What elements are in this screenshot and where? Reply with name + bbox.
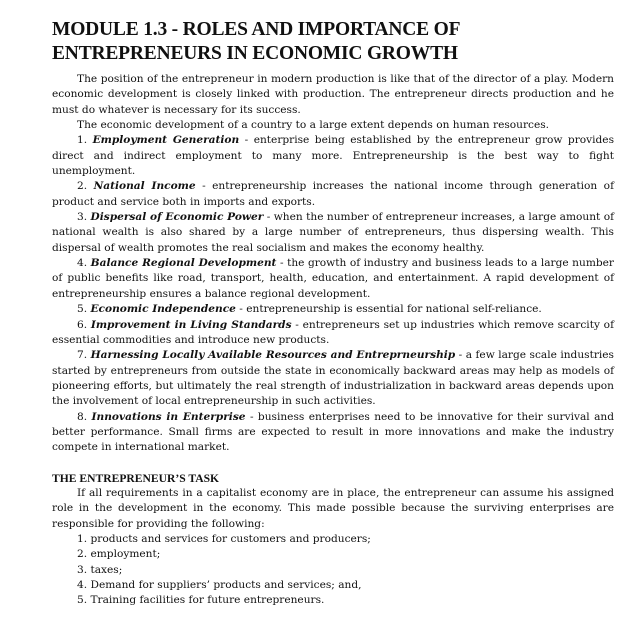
role-item — [52, 348, 614, 409]
role-item — [52, 133, 614, 179]
role-item — [52, 410, 614, 456]
role-item — [52, 256, 614, 302]
role-item — [52, 318, 614, 349]
role-item — [52, 302, 614, 317]
role-item — [52, 179, 614, 210]
task-paragraph: If all requirements in a capitalist economy are in place, the entrepreneur can assume his assigned role in the development in the economy. This made possible because the surviving enterprises are responsible for providing the following: — [52, 486, 614, 530]
role-number: 3. — [77, 211, 88, 224]
role-term: Economic Independence — [90, 303, 236, 316]
role-text: - entrepreneurship increases the national income through generation of product and service both in imports and exports. — [52, 180, 614, 208]
role-text: - when the number of entrepreneur increases, a large amount of national wealth is also shared by a large number of entrepreneurs, thus dispersing wealth. This dispersal of wealth promotes the real socialism and makes the economy healthy. — [52, 211, 615, 254]
role-term: Balance Regional Development — [90, 257, 277, 270]
page-title: MODULE 1.3 - ROLES AND IMPORTANCE OF ENTREPRENEURS IN ECONOMIC GROWTH — [52, 19, 460, 64]
role-text: - the growth of industry and business leads to a large number of public benefits like road, transport, health, education, and entertainment. A rapid development of entrepreneurship ensures a balance regional development. — [52, 257, 614, 300]
document-page — [52, 18, 614, 609]
section-heading: THE ENTREPRENEUR’S TASK — [52, 471, 220, 485]
task-list-item: 5. Training facilities for future entrepreneurs. — [77, 594, 325, 607]
role-term: Harnessing Locally Available Resources and Entreprneurship — [90, 349, 456, 362]
role-number: 1. — [77, 134, 88, 147]
role-number: 5. — [77, 303, 88, 316]
role-term: Employment Generation — [92, 134, 240, 147]
role-number: 4. — [77, 257, 88, 270]
task-list-item: 4. Demand for suppliers’ products and services; and, — [77, 579, 362, 591]
role-number: 8. — [77, 410, 88, 423]
role-term: Dispersal of Economic Power — [90, 211, 264, 224]
role-number: 2. — [77, 180, 88, 193]
role-term: National Income — [93, 180, 196, 193]
document-body — [52, 72, 614, 609]
role-number: 6. — [77, 318, 88, 331]
role-number: 7. — [77, 349, 88, 362]
role-term: Innovations in Enterprise — [91, 410, 246, 423]
role-text: - enterprise being established by the entrepreneur grow provides direct and indirect employment to many more. Entrepreneurship is the best way to fight unemployment. — [52, 134, 615, 178]
task-list-item: 3. taxes; — [77, 563, 123, 576]
role-text: - entrepreneurs set up industries which remove scarcity of essential commodities and introduce new products. — [52, 318, 614, 346]
task-list-item: 2. employment; — [77, 548, 161, 561]
role-term: Improvement in Living Standards — [90, 318, 292, 331]
intro-paragraph: The economic development of a country to a large extent depends on human resources. — [77, 119, 550, 132]
intro-paragraph: The position of the entrepreneur in modern production is like that of the director of a play. Modern economic development is closely linked with production. The entrepreneur directs production and he must do whatever is necessary for its success. — [52, 73, 614, 116]
role-text: - entrepreneurship is essential for national self-reliance. — [235, 303, 542, 316]
role-text: - business enterprises need to be innovative for their survival and better performance. Small firms are expected to result in more innovations and make the industry compete in international market. — [52, 410, 614, 454]
role-text: - a few large scale industries started by entrepreneurs from outside the state in economically backward areas may help as models of pioneering efforts, but ultimately the real strength of industrialization in backward areas depends upon the involvement of local entrepreneurship in such activities. — [52, 349, 614, 408]
role-item — [52, 210, 614, 256]
task-list — [52, 532, 614, 609]
task-list-item: 1. products and services for customers and producers; — [77, 532, 371, 545]
